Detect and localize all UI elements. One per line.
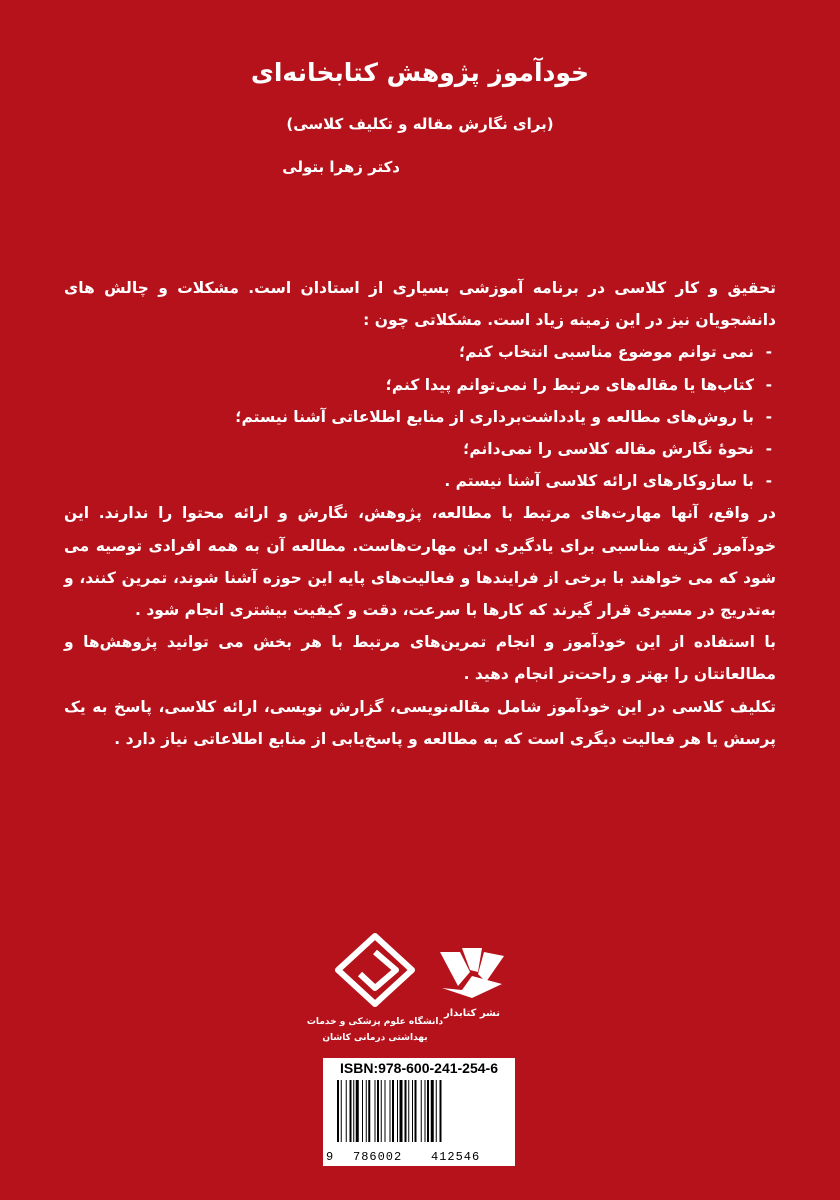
list-item: - نحوهٔ نگارش مقاله کلاسی را نمی‌دانم؛ bbox=[64, 433, 776, 465]
barcode-bar bbox=[362, 1080, 363, 1142]
list-item: - نمی توانم موضوع مناسبی انتخاب کنم؛ bbox=[64, 336, 776, 368]
barcode-bar bbox=[397, 1080, 398, 1142]
barcode-bar bbox=[341, 1080, 342, 1142]
barcode-bar bbox=[408, 1080, 409, 1142]
logos bbox=[306, 930, 520, 1050]
barcode-bar bbox=[436, 1080, 437, 1142]
list-item: - با سازوکارهای ارائه کلاسی آشنا نیستم . bbox=[64, 465, 776, 497]
publisher-name: نشر کتابدار bbox=[443, 1008, 501, 1019]
barcode-bar bbox=[346, 1080, 347, 1142]
barcode-digit-first: 9 bbox=[326, 1150, 334, 1164]
barcode-bar bbox=[425, 1080, 426, 1142]
barcode-bar bbox=[427, 1080, 429, 1142]
barcode-bar bbox=[440, 1080, 442, 1142]
intro-paragraph: تحقیق و کار کلاسی در برنامه آموزشی بسیاری از استادان است. مشکلات و چالش های دانشجویان نیز در این زمینه زیاد است. مشکلاتی چون : bbox=[64, 279, 776, 330]
university-name-line-1: دانشگاه علوم پزشکی و خدمات bbox=[306, 1017, 444, 1027]
barcode-digits-right: 412546 bbox=[431, 1150, 481, 1164]
paragraph: تکلیف کلاسی در این خودآموز شامل مقاله‌نویسی، گزارش نویسی، ارائه کلاسی، پاسخ به یک پرسش یا هر فعالیت دیگری است که به مطالعه و پاسخ‌یابی از منابع اطلاعاتی نیاز دارد . bbox=[64, 697, 776, 748]
author-name: دکتر زهرا بتولی bbox=[282, 158, 400, 176]
book-subtitle: (برای نگارش مقاله و تکلیف کلاسی) bbox=[286, 115, 554, 133]
list-item: - با روش‌های مطالعه و یادداشت‌برداری از منابع اطلاعاتی آشنا نیستم؛ bbox=[64, 401, 776, 433]
paragraph: با استفاده از این خودآموز و انجام تمرین‌های مرتبط با هر بخش می توانید پژوهش‌ها و مطالعاتتان را بهتر و راحت‌تر انجام دهید . bbox=[64, 633, 776, 684]
barcode-bars bbox=[337, 1080, 507, 1146]
barcode-bar bbox=[381, 1080, 382, 1142]
barcode-digits-left: 786002 bbox=[353, 1150, 403, 1164]
barcode-bar bbox=[368, 1080, 370, 1142]
barcode-bar bbox=[392, 1080, 394, 1142]
barcode-bar bbox=[375, 1080, 376, 1142]
barcode-bar bbox=[415, 1080, 417, 1142]
barcode-bar bbox=[400, 1080, 403, 1142]
barcode-bar bbox=[337, 1080, 339, 1142]
barcode-bar bbox=[366, 1080, 367, 1142]
barcode-bar bbox=[385, 1080, 386, 1142]
barcode-bar bbox=[356, 1080, 359, 1142]
barcode-bar bbox=[431, 1080, 434, 1142]
barcode-bar bbox=[377, 1080, 379, 1142]
isbn-barcode bbox=[323, 1058, 515, 1166]
university-logo-icon bbox=[306, 930, 444, 1050]
problem-list bbox=[64, 336, 776, 497]
publisher-logo-icon bbox=[432, 942, 512, 1022]
blurb bbox=[64, 272, 776, 755]
barcode-bar bbox=[412, 1080, 413, 1142]
isbn-label: ISBN:978-600-241-254-6 bbox=[340, 1060, 498, 1076]
book-title: خودآموز پژوهش کتابخانه‌ای bbox=[250, 58, 590, 87]
list-item: - کتاب‌ها یا مقاله‌های مرتبط را نمی‌توانم پیدا کنم؛ bbox=[64, 369, 776, 401]
university-name-line-2: بهداشتی درمانی کاشان bbox=[322, 1033, 428, 1043]
barcode-bar bbox=[405, 1080, 407, 1142]
barcode-bar bbox=[350, 1080, 352, 1142]
paragraph: در واقع، آنها مهارت‌های مرتبط با مطالعه، پژوهش، نگارش و ارائه محتوا را ندارند. این خودآموز گزینه مناسبی برای یادگیری این مهارت‌هاست. مطالعه آن به همه افرادی توصیه می شود که می خواهند با برخی از فرایندها و فعالیت‌های پایه این حوزه آشنا شوند، تمرین کنند، و به‌تدریج در مسیری قرار گیرند که کارها با سرعت، دقت و کیفیت بیشتری انجام شود . bbox=[64, 504, 776, 620]
barcode-bar bbox=[390, 1080, 391, 1142]
barcode-bar bbox=[421, 1080, 422, 1142]
barcode-bar bbox=[353, 1080, 354, 1142]
